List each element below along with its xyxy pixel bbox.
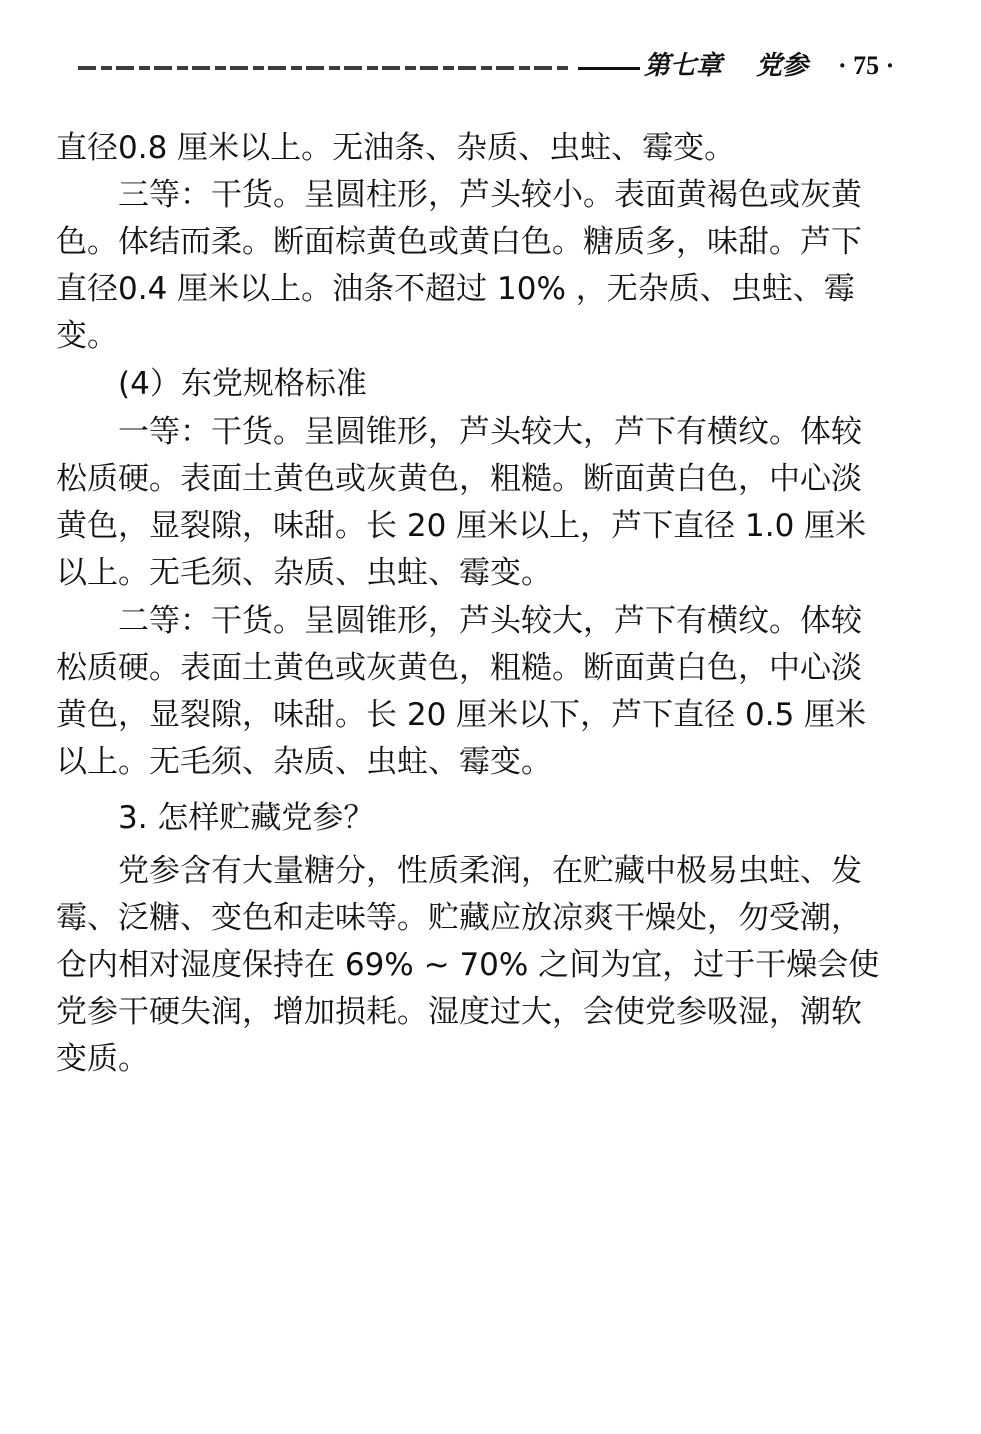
body-line: 松质硬。表面土黄色或灰黄色，粗糙。断面黄白色，中心淡 bbox=[56, 650, 862, 686]
body-line: 色。体结而柔。断面棕黄色或黄白色。糖质多，味甜。芦下 bbox=[56, 224, 862, 260]
page-number: · 75 · bbox=[838, 51, 895, 80]
body-line: 以上。无毛须、杂质、虫蛀、霉变。 bbox=[56, 744, 552, 780]
body-line: 霉、泛糖、变色和走味等。贮藏应放凉爽干燥处，勿受潮， bbox=[56, 900, 862, 936]
body-line: 以上。无毛须、杂质、虫蛀、霉变。 bbox=[56, 555, 552, 591]
body-line: 松质硬。表面土黄色或灰黄色，粗糙。断面黄白色，中心淡 bbox=[56, 461, 862, 497]
body-line: 一等：干货。呈圆锥形，芦头较大，芦下有横纹。体较 bbox=[118, 414, 862, 450]
header-topic: 党参 bbox=[756, 51, 809, 81]
body-line: 仓内相对湿度保持在 69% ~ 70% 之间为宜，过于干燥会使 bbox=[56, 947, 880, 983]
body-line: 二等：干货。呈圆锥形，芦头较大，芦下有横纹。体较 bbox=[118, 603, 862, 639]
section-heading: (4）东党规格标准 bbox=[118, 366, 367, 402]
body-line: 直径0.4 厘米以上。油条不超过 10% ，无杂质、虫蛀、霉 bbox=[56, 271, 855, 307]
body-line: 变质。 bbox=[56, 1041, 149, 1077]
body-line: 直径0.8 厘米以上。无油条、杂质、虫蛀、霉变。 bbox=[56, 130, 736, 166]
question-heading: 3. 怎样贮藏党参？ bbox=[118, 800, 375, 836]
body-line: 党参含有大量糖分，性质柔润，在贮藏中极易虫蛀、发 bbox=[118, 853, 862, 889]
body-line: 黄色，显裂隙，味甜。长 20 厘米以下，芦下直径 0.5 厘米 bbox=[56, 697, 867, 733]
header-smear bbox=[78, 66, 568, 70]
body-line: 党参干硬失润，增加损耗。湿度过大，会使党参吸湿，潮软 bbox=[56, 994, 862, 1030]
body-line: 三等：干货。呈圆柱形，芦头较小。表面黄褐色或灰黄 bbox=[118, 177, 862, 213]
header-chapter: 第七章 bbox=[644, 51, 723, 81]
header-dash bbox=[578, 67, 640, 70]
body-line: 变。 bbox=[56, 318, 118, 354]
body-line: 黄色，显裂隙，味甜。长 20 厘米以上，芦下直径 1.0 厘米 bbox=[56, 508, 867, 544]
running-header bbox=[78, 50, 895, 82]
